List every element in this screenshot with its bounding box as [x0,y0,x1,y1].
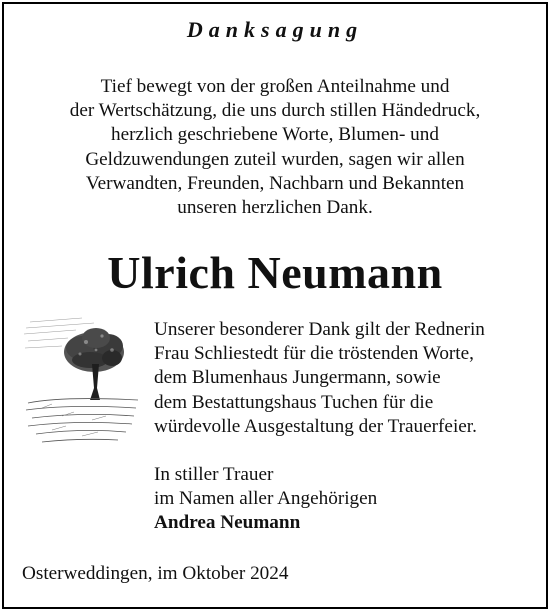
special-thanks-paragraph [154,318,544,439]
thanks-line: dem Bestattungshaus Tuchen für die [154,391,434,413]
intro-line: Verwandten, Freunden, Nachbarn und Bekannten [85,172,465,194]
thanks-line: dem Blumenhaus Jungermann, sowie [154,367,441,389]
intro-line: Tief bewegt von der großen Anteilnahme und [100,76,450,97]
signer-name: Andrea Neumann [154,512,301,534]
intro-line: der Wertschätzung, die uns durch stillen Händedruck, [69,100,481,122]
deceased-name: Ulrich Neumann [107,247,443,298]
intro-paragraph [20,75,530,220]
tree-landscape-illustration [22,308,142,453]
thanks-line: Frau Schliestedt für die tröstenden Worte, [154,343,474,365]
intro-line: unseren herzlichen Dank. [177,197,373,219]
closing-line: im Namen aller Angehörigen [154,488,378,510]
closing-block [154,463,540,536]
intro-line: herzlich geschriebene Worte, Blumen- und [111,124,439,146]
intro-line: Geldzuwendungen zuteil wurden, sagen wir allen [85,148,465,170]
place-date: Osterweddingen, im Oktober 2024 [22,563,289,584]
closing-line: In stiller Trauer [154,464,274,485]
thanks-line: Unserer besonderer Dank gilt der Rednerin [154,319,485,340]
thanks-line: würdevolle Ausgestaltung der Trauerfeier. [154,415,477,437]
notice-heading: Danksagung [186,17,364,42]
